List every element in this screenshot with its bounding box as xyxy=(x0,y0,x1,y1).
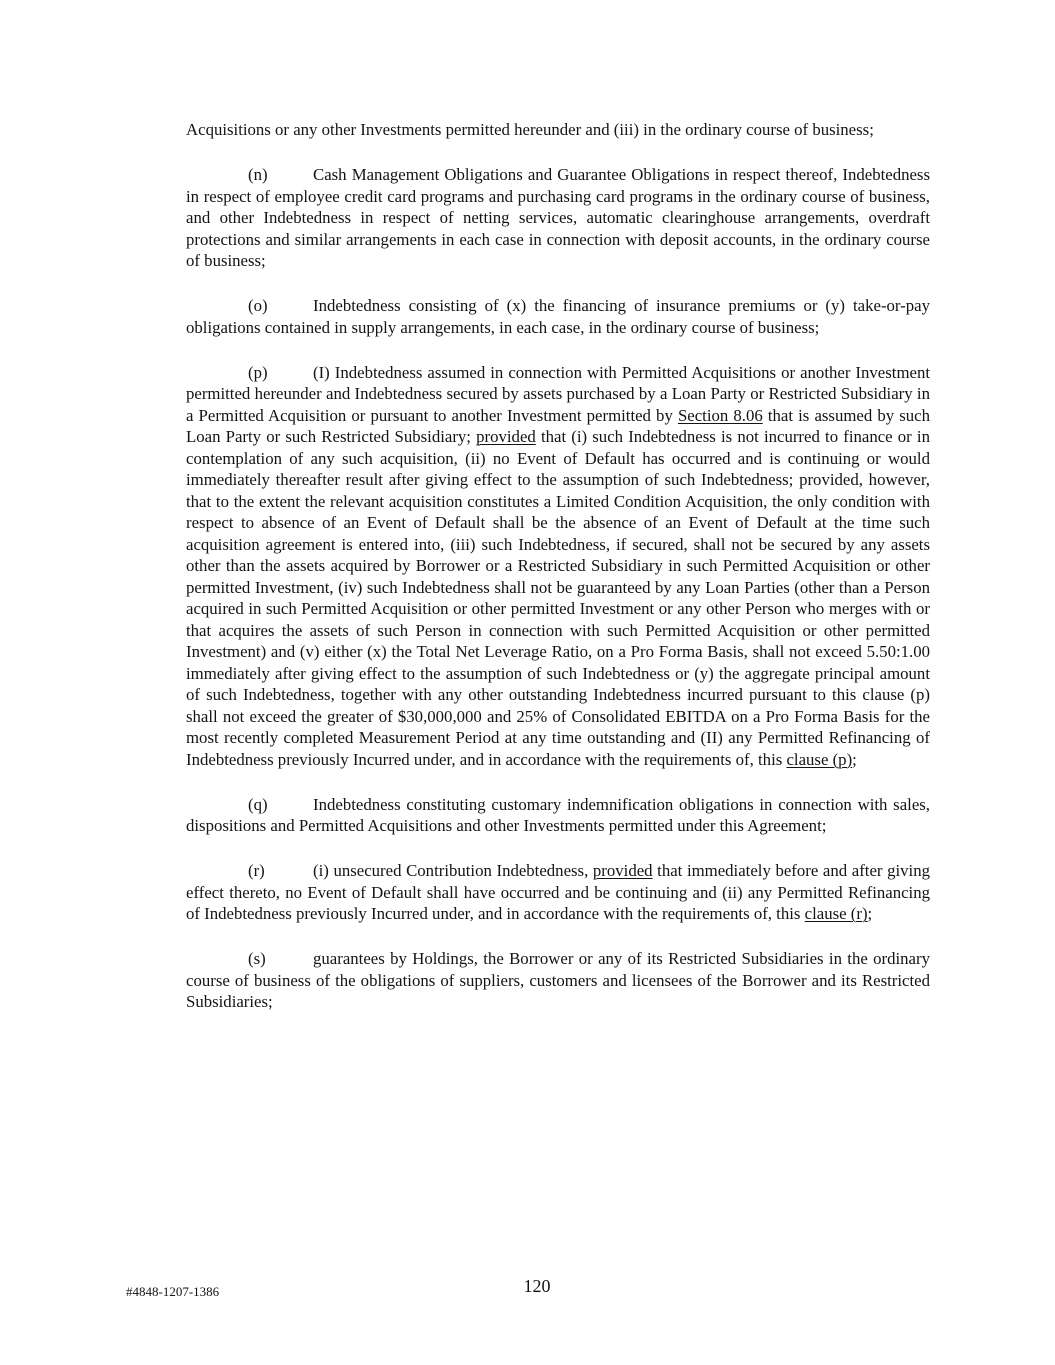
text-segment: guarantees by Holdings, the Borrower or any of its Restricted Subsidiaries in the ordinary course of business of the obligations of suppliers, customers and licensees of the Borrower and its Restricted Subsidiaries; xyxy=(186,949,930,1011)
page-number: 120 xyxy=(523,1276,551,1296)
paragraph-label: (s) xyxy=(248,949,266,968)
paragraph-label: (p) xyxy=(248,362,268,382)
text-segment: ; xyxy=(852,749,857,769)
underlined-text-segment: provided xyxy=(592,861,653,880)
paragraph-continuation xyxy=(186,119,930,141)
document-body xyxy=(186,119,930,1036)
paragraph-s xyxy=(186,948,930,1013)
footer-document-id: #4848-1207-1386 xyxy=(126,1284,220,1299)
text-segment: that (i) such Indebtedness is not incurred to finance or in contemplation of any such acquisition, (ii) no Event of Default has occurred and is continuing or would immediately thereafter result after giving effect to the assumption of such Indebtedness; provided, however, that to the extent the relevant acquisition constitutes a Limited Condition Acquisition, the only condition with respect to absence of an Event of Default shall be the absence of an Event of Default at the time such acquisition agreement is entered into, (iii) such Indebtedness, if secured, shall not be secured by any assets other than the assets acquired by Borrower or a Restricted Subsidiary in such Permitted Acquisition or other permitted Investment, (iv) such Indebtedness shall not be guaranteed by any Loan Parties (other than a Person acquired in such Permitted Acquisition or other permitted Investment or any other Person who merges with or that acquires the assets of such Person in connection with such Permitted Acquisition or other permitted Investment) and (v) either (x) the Total Net Leverage Ratio, on a Pro Forma Basis, shall not exceed 5.50:1.00 immediately after giving effect to the assumption of such Indebtedness or (y) the aggregate principal amount of such Indebtedness, together with any other outstanding Indebtedness incurred pursuant to this clause (p) shall not exceed the greater of $30,000,000 and 25% of Consolidated EBITDA on a Pro Forma Basis for the most recently completed Measurement Period at any time outstanding and (II) any Permitted Refinancing of Indebtedness previously Incurred under, and in accordance with the requirements of, this xyxy=(186,427,930,769)
text-segment: Indebtedness constituting customary indemnification obligations in connection with sales, dispositions and Permitted Acquisitions and other Investments permitted under this Agreement; xyxy=(186,794,930,835)
paragraph-label: (q) xyxy=(248,794,268,814)
paragraph-p xyxy=(186,362,930,771)
text-segment: (I) Indebtedness assumed in connection with Permitted Acquisitions or another Investment permitted hereunder and Indebtedness secured by assets purchased by a Loan Party or Restricted Subsidiary in a Permitted Acquisition or pursuant to another Investment permitted by xyxy=(186,362,930,425)
text-segment: Cash Management Obligations and Guarantee Obligations in respect thereof, Indebtedness in respect of employee credit card programs and purchasing card programs in the ordinary course of business, and other Indebtedness in respect of netting services, automatic clearinghouse arrangements, overdraft protections and similar arrangements in each case in connection with deposit accounts, in the ordinary course of business; xyxy=(186,165,930,270)
text-segment: (i) unsecured Contribution Indebtedness, xyxy=(313,861,593,880)
text-segment: that immediately before and after giving effect thereto, no Event of Default shall have occurred and be continuing and (ii) any Permitted Refinancing of Indebtedness previously Incurred under, and in accordance with the requirements of, this xyxy=(186,861,930,923)
paragraph-o xyxy=(186,295,930,338)
paragraph-r xyxy=(186,860,930,925)
paragraph-label: (r) xyxy=(248,861,265,880)
paragraph-q xyxy=(186,794,930,837)
text-segment: Acquisitions or any other Investments permitted hereunder and (iii) in the ordinary course of business; xyxy=(186,120,874,139)
paragraph-n xyxy=(186,164,930,272)
paragraph-label: (o) xyxy=(248,296,268,315)
text-segment: that is assumed by such Loan Party or such Restricted Subsidiary; xyxy=(186,405,930,446)
underlined-text-segment: provided xyxy=(476,427,536,446)
underlined-text-segment: Section 8.06 xyxy=(677,405,763,425)
underlined-text-segment: clause (r) xyxy=(804,904,868,923)
underlined-text-segment: clause (p) xyxy=(786,749,853,769)
text-segment: ; xyxy=(867,904,873,923)
paragraph-label: (n) xyxy=(248,165,268,184)
text-segment: Indebtedness consisting of (x) the financing of insurance premiums or (y) take-or-pay obligations contained in supply arrangements, in each case, in the ordinary course of business; xyxy=(186,296,930,337)
